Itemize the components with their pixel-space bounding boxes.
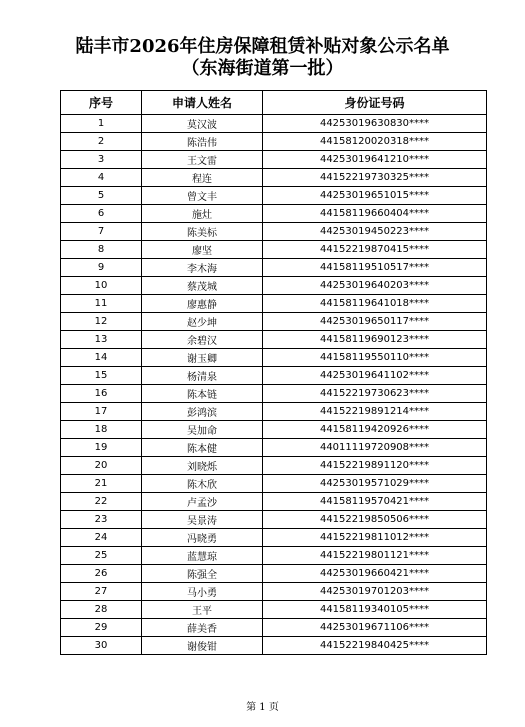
cell-id-number: 44152219850506**** — [263, 511, 487, 529]
cell-serial-number: 27 — [61, 583, 142, 601]
cell-id-number: 44253019641210**** — [263, 151, 487, 169]
header-applicant-name: 申请人姓名 — [142, 91, 263, 115]
cell-applicant-name: 陈本链 — [142, 385, 263, 403]
table-row — [61, 637, 487, 655]
cell-applicant-name: 赵少坤 — [142, 313, 263, 331]
cell-applicant-name: 廖坚 — [142, 241, 263, 259]
cell-id-number: 44152219801121**** — [263, 547, 487, 565]
cell-id-number: 44253019650117**** — [263, 313, 487, 331]
table-row — [61, 331, 487, 349]
cell-id-number: 44253019701203**** — [263, 583, 487, 601]
header-id-number: 身份证号码 — [263, 91, 487, 115]
cell-serial-number: 18 — [61, 421, 142, 439]
cell-applicant-name: 冯晓勇 — [142, 529, 263, 547]
cell-serial-number: 19 — [61, 439, 142, 457]
table-row — [61, 151, 487, 169]
cell-id-number: 44253019450223**** — [263, 223, 487, 241]
cell-applicant-name: 曾文丰 — [142, 187, 263, 205]
cell-serial-number: 10 — [61, 277, 142, 295]
cell-id-number: 44152219840425**** — [263, 637, 487, 655]
document-subtitle: （东海街道第一批） — [181, 58, 344, 79]
table-row — [61, 259, 487, 277]
cell-serial-number: 5 — [61, 187, 142, 205]
cell-applicant-name: 薛美香 — [142, 619, 263, 637]
cell-serial-number: 8 — [61, 241, 142, 259]
cell-applicant-name: 刘晓烁 — [142, 457, 263, 475]
cell-applicant-name: 陈木欣 — [142, 475, 263, 493]
cell-id-number: 44253019630830**** — [263, 115, 487, 133]
table-row — [61, 475, 487, 493]
table-row — [61, 313, 487, 331]
cell-applicant-name: 蓝慧琼 — [142, 547, 263, 565]
cell-id-number: 44158119550110**** — [263, 349, 487, 367]
cell-serial-number: 7 — [61, 223, 142, 241]
cell-id-number: 44011119720908**** — [263, 439, 487, 457]
table-header-row — [61, 91, 487, 115]
cell-serial-number: 20 — [61, 457, 142, 475]
cell-serial-number: 15 — [61, 367, 142, 385]
cell-id-number: 44152219891214**** — [263, 403, 487, 421]
table-row — [61, 421, 487, 439]
cell-serial-number: 1 — [61, 115, 142, 133]
header-serial-number: 序号 — [61, 91, 142, 115]
cell-id-number: 44158120020318**** — [263, 133, 487, 151]
cell-id-number: 44152219730623**** — [263, 385, 487, 403]
cell-id-number: 44253019671106**** — [263, 619, 487, 637]
cell-serial-number: 23 — [61, 511, 142, 529]
cell-id-number: 44152219730325**** — [263, 169, 487, 187]
table-row — [61, 205, 487, 223]
table-row — [61, 439, 487, 457]
cell-id-number: 44158119641018**** — [263, 295, 487, 313]
cell-applicant-name: 吴景涛 — [142, 511, 263, 529]
cell-applicant-name: 马小勇 — [142, 583, 263, 601]
cell-id-number: 44253019641102**** — [263, 367, 487, 385]
table-row — [61, 277, 487, 295]
cell-serial-number: 29 — [61, 619, 142, 637]
cell-serial-number: 24 — [61, 529, 142, 547]
cell-serial-number: 6 — [61, 205, 142, 223]
table-row — [61, 349, 487, 367]
table-row — [61, 385, 487, 403]
cell-applicant-name: 余碧汉 — [142, 331, 263, 349]
cell-applicant-name: 李木海 — [142, 259, 263, 277]
table-row — [61, 403, 487, 421]
cell-applicant-name: 吴加命 — [142, 421, 263, 439]
cell-serial-number: 3 — [61, 151, 142, 169]
cell-serial-number: 17 — [61, 403, 142, 421]
cell-serial-number: 2 — [61, 133, 142, 151]
recipient-table — [60, 90, 487, 655]
cell-serial-number: 12 — [61, 313, 142, 331]
cell-serial-number: 16 — [61, 385, 142, 403]
cell-id-number: 44158119660404**** — [263, 205, 487, 223]
cell-id-number: 44158119570421**** — [263, 493, 487, 511]
cell-applicant-name: 彭鸿滨 — [142, 403, 263, 421]
cell-serial-number: 4 — [61, 169, 142, 187]
table-row — [61, 457, 487, 475]
table-row — [61, 241, 487, 259]
table-row — [61, 115, 487, 133]
table-row — [61, 583, 487, 601]
table-body — [61, 115, 487, 655]
cell-serial-number: 25 — [61, 547, 142, 565]
table-row — [61, 529, 487, 547]
cell-applicant-name: 杨清泉 — [142, 367, 263, 385]
cell-id-number: 44152219891120**** — [263, 457, 487, 475]
cell-serial-number: 11 — [61, 295, 142, 313]
table-row — [61, 187, 487, 205]
cell-serial-number: 9 — [61, 259, 142, 277]
cell-applicant-name: 蔡茂城 — [142, 277, 263, 295]
cell-serial-number: 14 — [61, 349, 142, 367]
cell-id-number: 44152219870415**** — [263, 241, 487, 259]
cell-applicant-name: 王文雷 — [142, 151, 263, 169]
cell-id-number: 44253019640203**** — [263, 277, 487, 295]
cell-applicant-name: 陈强全 — [142, 565, 263, 583]
cell-serial-number: 13 — [61, 331, 142, 349]
cell-id-number: 44253019651015**** — [263, 187, 487, 205]
cell-serial-number: 21 — [61, 475, 142, 493]
document-title: 陆丰市2026年住房保障租赁补贴对象公示名单 — [75, 36, 450, 57]
cell-id-number: 44158119340105**** — [263, 601, 487, 619]
table-row — [61, 367, 487, 385]
cell-serial-number: 26 — [61, 565, 142, 583]
cell-applicant-name: 陈本健 — [142, 439, 263, 457]
cell-applicant-name: 廖惠静 — [142, 295, 263, 313]
cell-applicant-name: 陈浩伟 — [142, 133, 263, 151]
cell-serial-number: 28 — [61, 601, 142, 619]
page-number: 第 1 页 — [246, 702, 279, 713]
cell-applicant-name: 莫汉波 — [142, 115, 263, 133]
cell-id-number: 44253019571029**** — [263, 475, 487, 493]
table-row — [61, 511, 487, 529]
cell-id-number: 44152219811012**** — [263, 529, 487, 547]
cell-id-number: 44253019660421**** — [263, 565, 487, 583]
cell-applicant-name: 卢孟沙 — [142, 493, 263, 511]
cell-serial-number: 30 — [61, 637, 142, 655]
cell-applicant-name: 陈美标 — [142, 223, 263, 241]
cell-applicant-name: 施灶 — [142, 205, 263, 223]
table-row — [61, 619, 487, 637]
cell-id-number: 44158119510517**** — [263, 259, 487, 277]
table-row — [61, 133, 487, 151]
table-row — [61, 223, 487, 241]
cell-applicant-name: 程连 — [142, 169, 263, 187]
cell-applicant-name: 王平 — [142, 601, 263, 619]
cell-applicant-name: 谢玉卿 — [142, 349, 263, 367]
table-row — [61, 565, 487, 583]
cell-applicant-name: 谢俊钳 — [142, 637, 263, 655]
table-row — [61, 601, 487, 619]
cell-serial-number: 22 — [61, 493, 142, 511]
cell-id-number: 44158119690123**** — [263, 331, 487, 349]
table-row — [61, 547, 487, 565]
table-row — [61, 493, 487, 511]
cell-id-number: 44158119420926**** — [263, 421, 487, 439]
table-row — [61, 169, 487, 187]
table-row — [61, 295, 487, 313]
